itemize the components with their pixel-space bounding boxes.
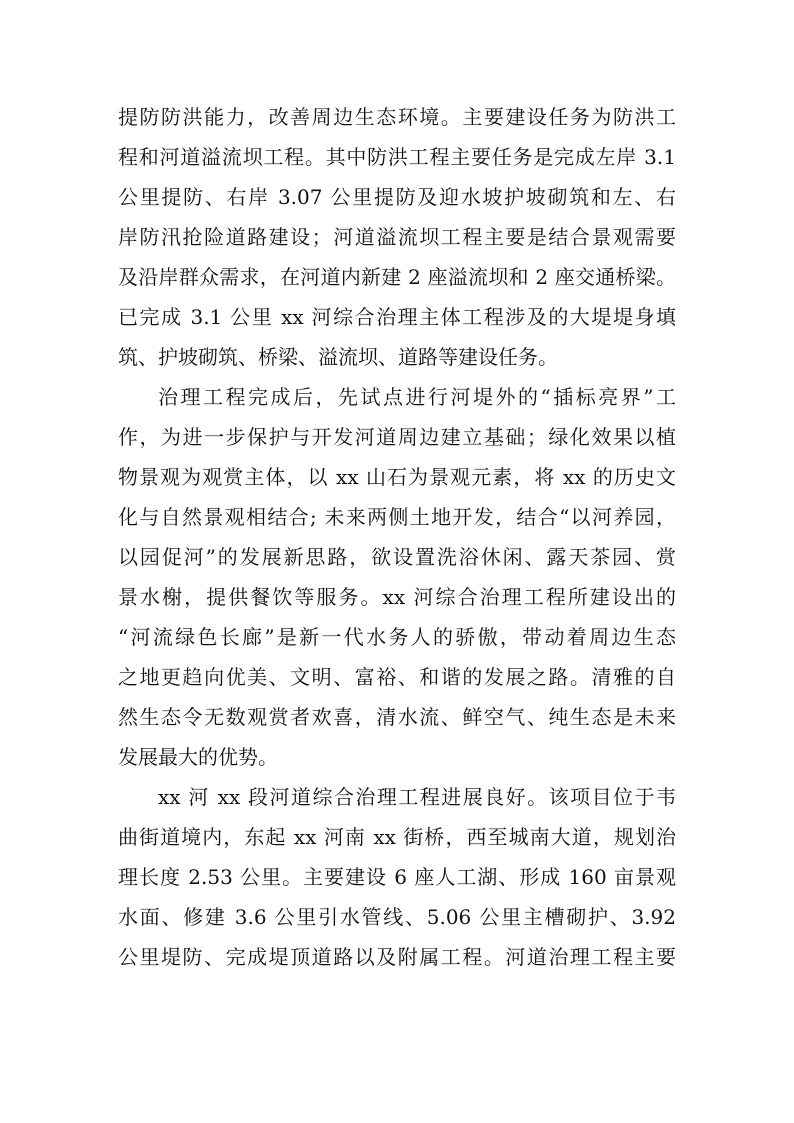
text-line: 理长度 2.53 公里。主要建设 6 座人工湖、形成 160 亩景观 [118, 865, 676, 889]
text-line: 化与自然景观相结合; 未来两侧土地开发，结合“以河养园， [118, 505, 676, 529]
text-line: 已完成 3.1 公里 xx 河综合治理主体工程涉及的大堤堤身填 [118, 305, 676, 329]
text-line: 然生态令无数观赏者欢喜，清水流、鲜空气、纯生态是未来 [118, 705, 676, 729]
text-line: 公里堤防、完成堤顶道路以及附属工程。河道治理工程主要 [118, 945, 676, 969]
text-line: 岸防汛抢险道路建设；河道溢流坝工程主要是结合景观需要 [118, 225, 676, 249]
text-line: 及沿岸群众需求，在河道内新建 2 座溢流坝和 2 座交通桥梁。 [118, 265, 676, 289]
document-body [118, 97, 676, 977]
text-line: 以园促河”的发展新思路，欲设置洗浴休闲、露天茶园、赏 [118, 545, 676, 569]
text-line: 物景观为观赏主体，以 xx 山石为景观元素，将 xx 的历史文 [118, 465, 676, 489]
text-line: 发展最大的优势。 [118, 745, 278, 769]
text-line: 公里提防、右岸 3.07 公里提防及迎水坡护坡砌筑和左、右 [118, 185, 676, 209]
text-line: xx 河 xx 段河道综合治理工程进展良好。该项目位于韦 [158, 785, 676, 809]
text-line: 曲街道境内，东起 xx 河南 xx 街桥，西至城南大道，规划治 [118, 825, 676, 849]
text-line: 治理工程完成后，先试点进行河堤外的“插标亮界”工 [158, 385, 676, 409]
text-line: 之地更趋向优美、文明、富裕、和谐的发展之路。清雅的自 [118, 665, 676, 689]
text-line: “河流绿色长廊”是新一代水务人的骄傲，带动着周边生态 [118, 625, 676, 649]
text-line: 程和河道溢流坝工程。其中防洪工程主要任务是完成左岸 3.1 [118, 145, 676, 169]
text-line: 提防防洪能力，改善周边生态环境。主要建设任务为防洪工 [118, 105, 676, 129]
text-line: 水面、修建 3.6 公里引水管线、5.06 公里主槽砌护、3.92 [118, 905, 676, 929]
text-line: 景水榭，提供餐饮等服务。xx 河综合治理工程所建设出的 [118, 585, 676, 609]
text-line: 作，为进一步保护与开发河道周边建立基础；绿化效果以植 [118, 425, 676, 449]
text-line: 筑、护坡砌筑、桥梁、溢流坝、道路等建设任务。 [118, 345, 558, 369]
